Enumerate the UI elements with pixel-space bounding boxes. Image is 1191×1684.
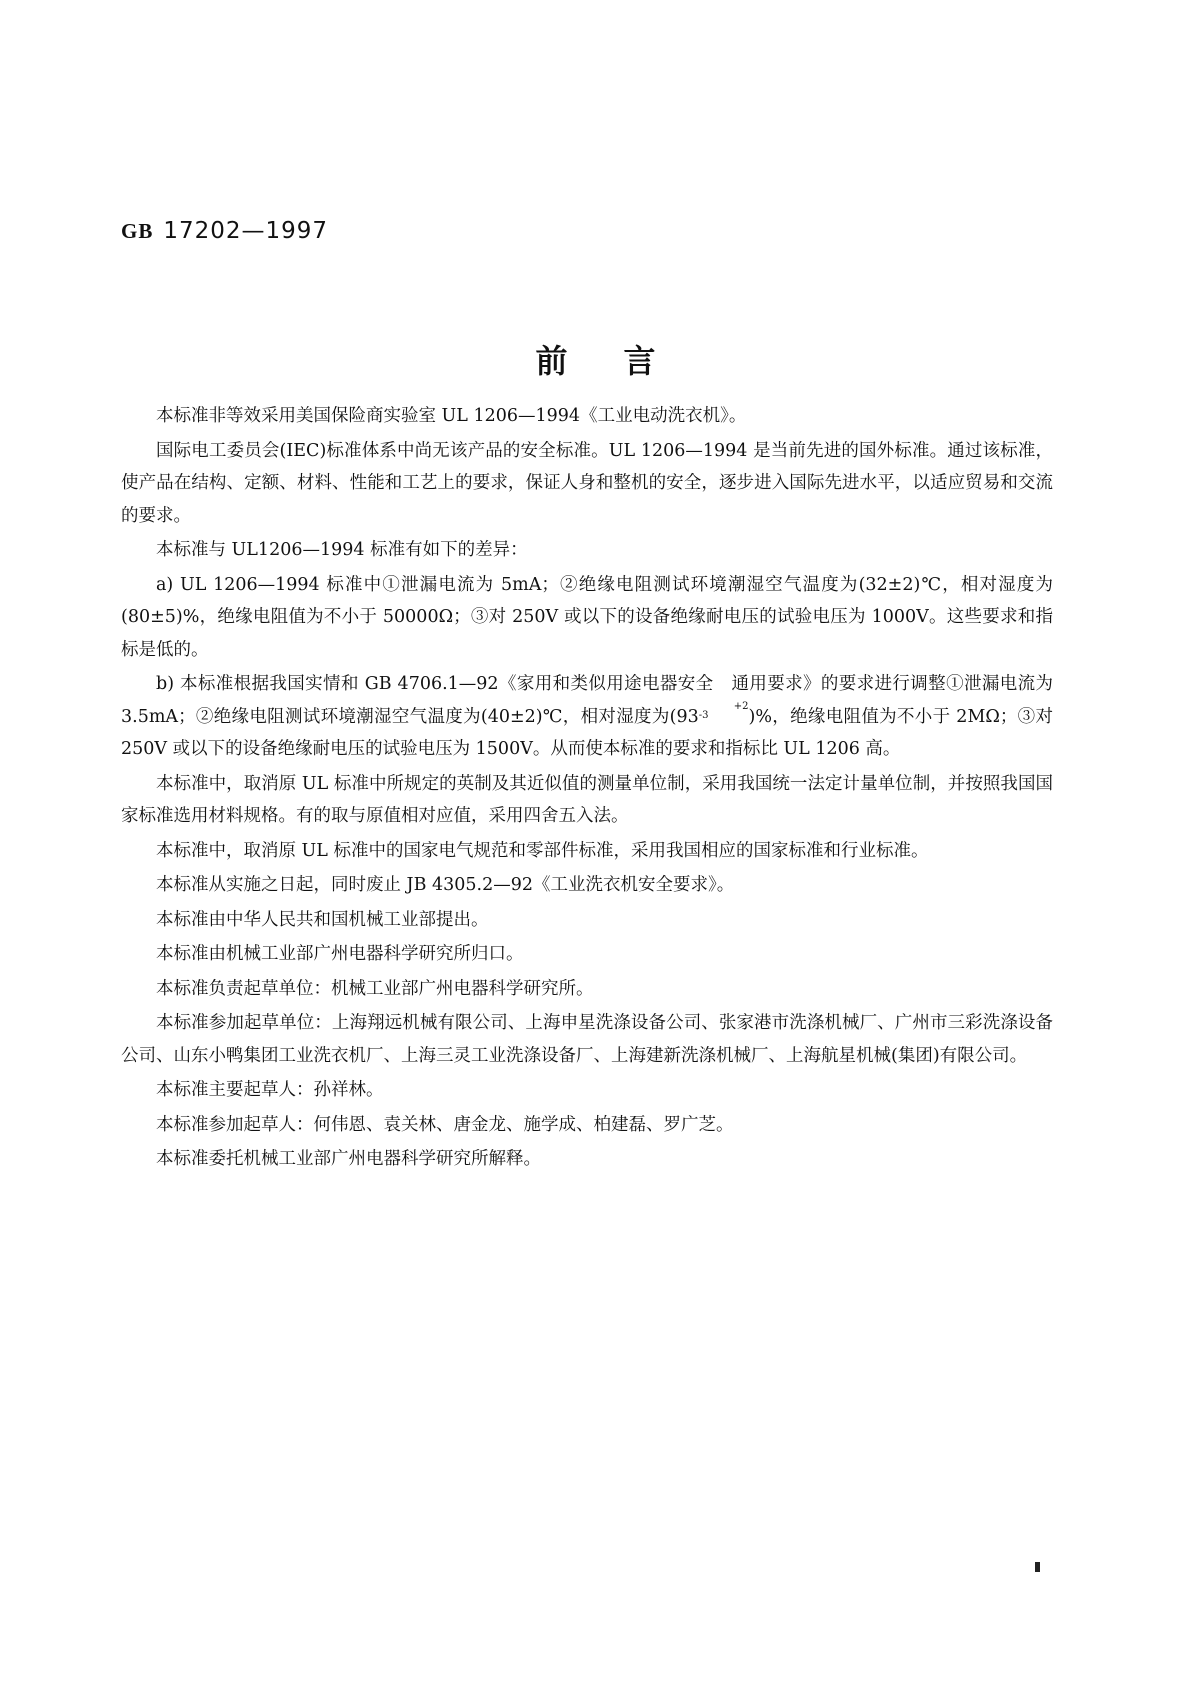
paragraph-main-drafter: 本标准主要起草人：孙祥林。 — [156, 1080, 384, 1100]
paragraph-adoption: 本标准非等效采用美国保险商实验室 UL 1206—1994《工业电动洗衣机》。 — [156, 406, 747, 426]
paragraph-units: 本标准中，取消原 UL 标准中所规定的英制及其近似值的测量单位制，采用我国统一法定计量单位制，并按照我国国家标准选用材料规格。有的取与原值相对应值，采用四舍五入法。 — [121, 773, 1053, 826]
tolerance-upper: +2 — [733, 700, 749, 712]
humidity-tolerance — [699, 702, 749, 720]
standard-prefix: GB — [121, 219, 154, 243]
paragraph-participating-units: 本标准参加起草单位：上海翔远机械有限公司、上海申星洗涤设备公司、张家港市洗涤机械厂、广州市三彩洗涤设备公司、山东小鸭集团工业洗衣机厂、上海三灵工业洗涤设备厂、上海建新洗涤机械厂、上海航星机械(集团)有限公司。 — [121, 1013, 1053, 1066]
paragraph-interpretation: 本标准委托机械工业部广州电器科学研究所解释。 — [156, 1149, 541, 1169]
page-title: 前言 — [535, 342, 712, 380]
paragraph-differences-intro: 本标准与 UL1206—1994 标准有如下的差异： — [156, 540, 528, 560]
paragraph-centralized-by: 本标准由机械工业部广州电器科学研究所归口。 — [156, 944, 524, 964]
paragraph-participating-drafters: 本标准参加起草人：何伟恩、袁关林、唐金龙、施学成、柏建磊、罗广芝。 — [156, 1114, 734, 1135]
difference-b-tail: )%，绝缘电阻值为不小于 2MΩ；③对 250V 或以下的设备绝缘耐电压的试验电压为 1500V。从而使本标准的要求和指标比 UL 1206 高。 — [121, 706, 1053, 759]
paragraph-supersedes: 本标准从实施之日起，同时废止 JB 4305.2—92《工业洗衣机安全要求》。 — [156, 875, 735, 895]
paragraph-national-standards: 本标准中，取消原 UL 标准中的国家电气规范和零部件标准，采用我国相应的国家标准和行业标准。 — [156, 840, 929, 861]
paragraph-background: 国际电工委员会(IEC)标准体系中尚无该产品的安全标准。UL 1206—1994 是当前先进的国外标准。通过该标准，使产品在结构、定额、材料、性能和工艺上的要求，保证人身和整机的安全，逐步进入国际先进水平，以适应贸易和交流的要求。 — [121, 440, 1053, 526]
paragraph-difference-b — [121, 668, 1053, 766]
paragraph-proposed-by: 本标准由中华人民共和国机械工业部提出。 — [156, 909, 489, 930]
standard-number: 17202—1997 — [163, 218, 329, 244]
standard-code — [121, 218, 328, 244]
page-number-mark — [1035, 1562, 1040, 1572]
foreword-body — [121, 400, 1053, 1178]
paragraph-drafting-unit: 本标准负责起草单位：机械工业部广州电器科学研究所。 — [156, 978, 594, 999]
paragraph-difference-a: a) UL 1206—1994 标准中①泄漏电流为 5mA；②绝缘电阻测试环境潮湿空气温度为(32±2)℃，相对湿度为(80±5)%，绝缘电阻值为不小于 50000Ω；③对 250V 或以下的设备绝缘耐电压的试验电压为 1000V。这些要求和指标是低的。 — [121, 574, 1053, 660]
tolerance-lower: -3 — [698, 709, 709, 721]
difference-b-text: b) 本标准根据我国实情和 GB 4706.1—92《家用和类似用途电器安全 通用要求》的要求进行调整①泄漏电流为 3.5mA；②绝缘电阻测试环境潮湿空气温度为(40±2)℃，相对湿度为(93 — [121, 674, 1053, 727]
